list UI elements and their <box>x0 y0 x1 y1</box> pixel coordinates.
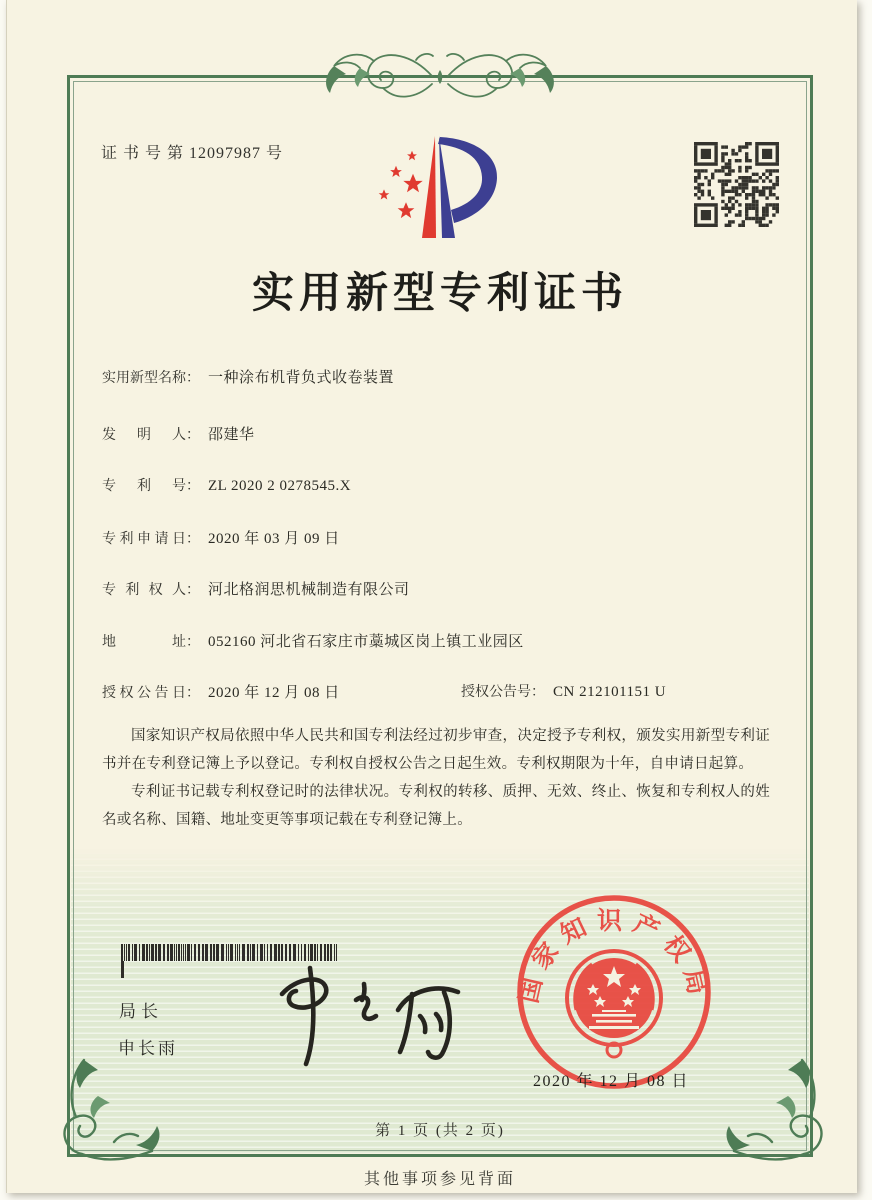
corner-flourish-left <box>52 1056 164 1168</box>
field-value: 052160 河北省石家庄市藁城区岗上镇工业园区 <box>208 634 524 650</box>
cnipa-patent-logo <box>374 131 502 245</box>
legal-paragraph: 专利证书记载专利权登记时的法律状况。专利权的转移、质押、无效、终止、恢复和专利权人的姓名或名称、国籍、地址变更等事项记载在专利登记簿上。 <box>102 784 770 828</box>
field-value: 2020 年 12 月 08 日 <box>208 685 340 701</box>
field-label: 实用新型名称 <box>102 371 186 386</box>
field-label: 专利号 <box>102 479 186 494</box>
certificate-number: 证 书 号 第 12097987 号 <box>101 145 284 162</box>
field-patent-number: 专利号： ZL 2020 2 0278545.X <box>102 475 351 495</box>
field-value: 一种涂布机背负式收卷装置 <box>208 370 395 386</box>
field-label: 地址 <box>102 635 186 650</box>
qr-code <box>694 142 779 227</box>
legal-paragraph: 国家知识产权局依照中华人民共和国专利法经过初步审查，决定授予专利权，颁发实用新型专利证书并在专利登记簿上予以登记。专利权自授权公告之日起生效。专利权期限为十年，自申请日起算。 <box>102 728 770 772</box>
corner-flourish-right <box>722 1056 834 1168</box>
field-label: 授权公告日 <box>102 686 186 701</box>
svg-text:国家知识产权局: 国家知识产权局 <box>515 907 713 1006</box>
page-number: 第 1 页 (共 2 页) <box>375 1123 505 1139</box>
field-label: 专利权人 <box>102 583 186 598</box>
certificate-page <box>6 0 857 1193</box>
field-patentee: 专利权人： 河北格润思机械制造有限公司 <box>102 578 410 599</box>
signer-name: 申长雨 <box>118 1039 178 1058</box>
field-value: 2020 年 03 月 09 日 <box>208 531 340 547</box>
field-label: 专利申请日 <box>102 532 186 547</box>
signer-title: 局长 <box>119 1002 163 1021</box>
field-utility-model-name: 实用新型名称： 一种涂布机背负式收卷装置 <box>102 366 394 387</box>
field-label: 授权公告号 <box>461 685 531 700</box>
cnipa-official-seal <box>514 892 714 1092</box>
seal-date: 2020 年 12 月 08 日 <box>533 1073 690 1090</box>
back-side-note: 其他事项参见背面 <box>363 1171 516 1188</box>
signature-shen-changyu <box>252 958 467 1076</box>
field-inventor: 发明人： 邵建华 <box>102 423 255 444</box>
field-filing-date: 专利申请日： 2020 年 03 月 09 日 <box>102 527 340 548</box>
legal-text <box>102 722 770 834</box>
field-value: 河北格润思机械制造有限公司 <box>208 582 410 598</box>
field-value: CN 212101151 U <box>553 684 667 700</box>
field-address: 地址： 052160 河北省石家庄市藁城区岗上镇工业园区 <box>102 630 524 651</box>
field-value: ZL 2020 2 0278545.X <box>208 478 352 494</box>
certificate-title: 实用新型专利证书 <box>251 271 628 317</box>
field-grant-number: 授权公告号： CN 212101151 U <box>461 681 666 701</box>
field-label: 发明人 <box>102 428 186 443</box>
field-value: 邵建华 <box>208 427 255 443</box>
top-flourish-ornament <box>320 46 560 104</box>
field-grant-date: 授权公告日： 2020 年 12 月 08 日 授权公告号： CN 212101151 U <box>102 681 340 702</box>
